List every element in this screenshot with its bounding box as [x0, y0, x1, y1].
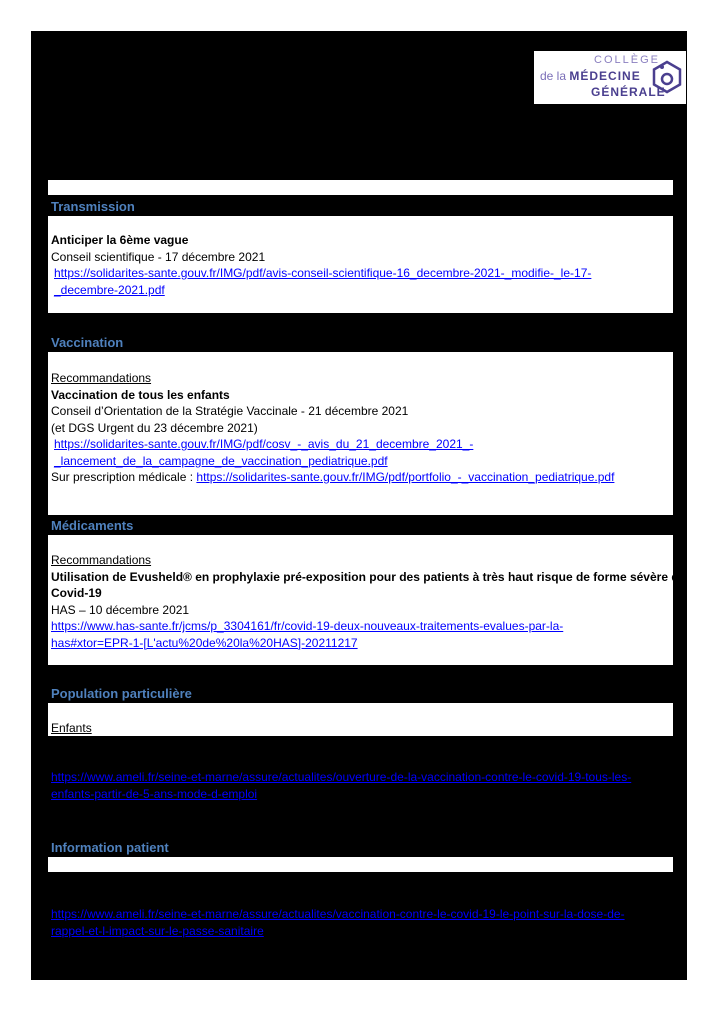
- heading-population: Population particulière: [51, 686, 192, 701]
- logo-line2: de la MÉDECINE: [540, 69, 641, 83]
- information-band: [48, 857, 673, 872]
- logo-line3: GÉNÉRALE: [591, 85, 666, 99]
- medicaments-title: Utilisation de Evusheld® en prophylaxie pré-exposition pour des patients à très haut risque de forme sévère de: [51, 569, 686, 584]
- population-link-cont[interactable]: enfants-partir-de-5-ans-mode-d-emploi: [51, 787, 258, 801]
- transmission-source: Conseil scientifique - 17 décembre 2021: [51, 249, 266, 264]
- information-link-cont[interactable]: rappel-et-l-impact-sur-le-passe-sanitaire: [51, 924, 264, 938]
- population-box: [48, 703, 673, 736]
- vaccination-link[interactable]: https://solidarites-sante.gouv.fr/IMG/pdf/cosv_-_avis_du_21_decembre_2021_-: [54, 437, 474, 451]
- transmission-link[interactable]: https://solidarites-sante.gouv.fr/IMG/pdf/avis-conseil-scientifique-16_decembre-2021-_modifie-_le-17-: [54, 266, 592, 280]
- heading-information: Information patient: [51, 840, 169, 855]
- medicaments-link[interactable]: https://www.has-sante.fr/jcms/p_3304161/fr/covid-19-deux-nouveaux-traitements-evalues-par-la-: [51, 619, 564, 633]
- medicaments-source: HAS – 10 décembre 2021: [51, 602, 190, 617]
- medicaments-link-cont[interactable]: has#xtor=EPR-1-[L'actu%20de%20la%20HAS]-20211217: [51, 635, 358, 650]
- vaccination-source2: (et DGS Urgent du 23 décembre 2021): [51, 420, 258, 435]
- heading-medicaments: Médicaments: [51, 518, 134, 533]
- vaccination-source: Conseil d’Orientation de la Stratégie Vaccinale - 21 décembre 2021: [51, 404, 409, 418]
- transmission-link-cont[interactable]: _decembre-2021.pdf: [54, 282, 165, 297]
- prescription-label: Sur prescription médicale :: [51, 470, 197, 484]
- vaccination-link-cont[interactable]: _lancement_de_la_campagne_de_vaccination_pediatrique.pdf: [54, 453, 388, 468]
- transmission-box: [48, 216, 673, 313]
- medicaments-category: Recommandations: [51, 553, 152, 567]
- heading-transmission: Transmission: [51, 199, 135, 214]
- logo-line1: COLLÈGE: [594, 54, 660, 66]
- hexagon-logo-icon: [652, 60, 682, 94]
- information-link[interactable]: https://www.ameli.fr/seine-et-marne/assure/actualites/vaccination-contre-le-covid-19-le-point-sur-la-dose-de-: [51, 907, 625, 921]
- population-link-block: [51, 769, 631, 803]
- college-medecine-generale-logo: [534, 51, 686, 104]
- prescription-link[interactable]: https://solidarites-sante.gouv.fr/IMG/pdf/portfolio_-_vaccination_pediatrique.pdf: [196, 470, 615, 484]
- separator-band: [48, 180, 673, 195]
- heading-vaccination: Vaccination: [51, 335, 124, 350]
- population-link[interactable]: https://www.ameli.fr/seine-et-marne/assure/actualites/ouverture-de-la-vaccination-contre-le-covid-19-tous-les-: [51, 770, 632, 784]
- vaccination-category: Recommandations: [51, 371, 152, 385]
- population-category: Enfants: [51, 721, 92, 735]
- information-link-block: [51, 906, 625, 940]
- medicaments-box: [48, 535, 686, 665]
- vaccination-box: [48, 352, 673, 515]
- medicaments-title-cont: Covid-19: [51, 586, 102, 600]
- vaccination-title: Vaccination de tous les enfants: [51, 387, 230, 402]
- transmission-title: Anticiper la 6ème vague: [51, 233, 189, 247]
